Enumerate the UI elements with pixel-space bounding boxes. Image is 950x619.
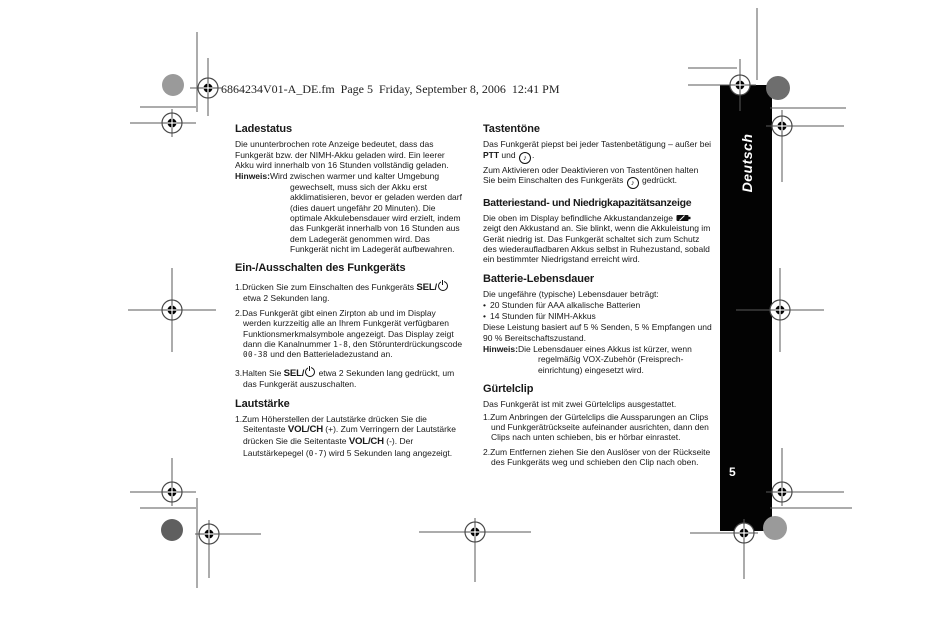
power-icon: [438, 281, 448, 291]
paragraph-text: und: [499, 149, 518, 160]
bullet-item: • 20 Stunden für AAA alkalische Batterien: [483, 300, 712, 310]
list-item-text: ) wird 5 Sekunden lang angezeigt.: [323, 447, 453, 458]
paragraph: [483, 213, 712, 265]
list-item: [235, 281, 464, 304]
list-item-text: (-). Der Lautstärkepegel (: [243, 436, 414, 458]
section-title: Gürtelclip: [483, 383, 534, 395]
paragraph: Das Funkgerät ist mit zwei Gürtelclips ausgestattet.: [483, 399, 677, 410]
call-tone-icon: ♪: [519, 152, 531, 164]
section-title: Ein-/Ausschalten des Funkgeräts: [235, 262, 406, 275]
note-paragraph: [483, 344, 712, 375]
list-item-text: 2.Das Funkgerät gibt einen Zirpton ab und im Display werden kurzzeitig alle an Ihrem Funkgerät verfügbaren Funktionsmerkmalsymbole angezeigt. Das Display zeigt dann die Kanalnummer: [235, 307, 454, 349]
call-tone-icon: ♪: [627, 177, 639, 189]
section-tastentoene: [483, 123, 712, 189]
note-label: Hinweis:: [235, 171, 270, 182]
note-paragraph: [235, 171, 464, 254]
battery-icon: [676, 214, 691, 222]
list-item: 2.Zum Entfernen ziehen Sie den Auslöser von der Rückseite des Funkgeräts weg und schieben den Clip nach oben.: [483, 446, 711, 468]
list-item: [235, 367, 464, 390]
section-batteriestand: [483, 197, 712, 265]
paragraph: Diese Leistung basiert auf 5 % Senden, 5 % Empfangen und 90 % Bereitschaftszustand.: [483, 322, 712, 343]
list-item-text: und den Batterieladezustand an.: [267, 349, 393, 360]
list-item: [235, 414, 464, 458]
paragraph: Die ununterbrochen rote Anzeige bedeutet, dass das Funkgerät bzw. der NIMH-Akku geladen wird. Ein leerer Akku wird innerhalb von 16 Stunden vollständig geladen.: [235, 139, 449, 171]
section-title: Batterie-Lebensdauer: [483, 272, 595, 285]
list-item: [235, 308, 464, 360]
list-item-text: 3.Halten Sie: [235, 367, 284, 378]
lcd-channel-number: 1-8: [333, 339, 349, 349]
right-column: [483, 123, 712, 472]
vol-ch-key-label: VOL/CH: [287, 424, 323, 436]
paragraph: [483, 139, 712, 163]
section-ein-ausschalten: [235, 262, 464, 389]
section-lautstaerke: [235, 398, 464, 459]
section-title: Ladestatus: [235, 123, 293, 135]
power-icon: [305, 367, 315, 377]
note-text: Wird zwischen warmer und kalter Umgebung gewechselt, muss sich der Akku erst akklimatisieren, bevor er geladen werden darf (dies dauert ungefähr 20 Minuten). Die optimale Akkulebensdauer wird erzielt, indem das Funkgerät innerhalb von 16 Stunden aus dem Ladegerät genommen wird. Das Funkgerät nicht im Ladegerät aufbewahren.: [269, 171, 462, 254]
section-ladestatus: [235, 123, 464, 254]
list-item-text: 1.Drücken Sie zum Einschalten des Funkgeräts: [235, 281, 417, 292]
print-header: 6864234V01-A_DE.fm Page 5 Friday, September 8, 2006 12:41 PM: [221, 82, 560, 96]
section-batterie-lebensdauer: [483, 273, 712, 375]
bullet-list: [483, 300, 712, 321]
print-dot: [161, 519, 183, 541]
paragraph-text: Die oben im Display befindliche Akkustandanzeige: [483, 212, 676, 223]
paragraph: Die ungefähre (typische) Lebensdauer beträgt:: [483, 289, 659, 300]
lcd-code-number: 00-38: [243, 350, 268, 360]
list-item-text: etwa 2 Sekunden lang.: [243, 293, 330, 304]
list-item: 1.Zum Anbringen der Gürtelclips die Aussparungen an Clips und Funkgerätrückseite aufeinander ausrichten, dann den Clips nach unten schieben, bis er hörbar einrastet.: [483, 411, 709, 443]
section-title: Batteriestand- und Niedrigkapazitätsanzeige: [483, 197, 692, 210]
note-label: Hinweis:: [483, 343, 518, 354]
paragraph-text: Zum Aktivieren oder Deaktivieren von Tastentönen halten Sie beim Einschalten des Funkgeräts: [483, 164, 699, 186]
list-item-text: etwa 2 Sekunden lang gedrückt, um das Funkgerät auszuschalten.: [243, 367, 455, 390]
sel-key-label: SEL/: [416, 281, 437, 293]
lcd-volume-level: 0-7: [308, 448, 324, 458]
print-dot: [162, 74, 184, 96]
section-title: Lautstärke: [235, 397, 290, 410]
vol-ch-key-label: VOL/CH: [348, 436, 384, 448]
list-item-text: (+). Zum Verringern der Lautstärke drücken Sie die Seitentaste: [243, 424, 456, 447]
paragraph-text: gedrückt.: [639, 175, 678, 186]
language-label: Deutsch: [739, 133, 755, 193]
section-guertelclip: [483, 383, 712, 468]
sel-key-label: SEL/: [283, 367, 305, 379]
paragraph-text: .: [531, 149, 535, 160]
page-number: 5: [729, 465, 736, 479]
left-column: [235, 123, 464, 462]
list-item-text: , den Störunterdrückungscode: [348, 338, 463, 349]
section-title: Tastentöne: [483, 123, 540, 135]
language-tab: [720, 85, 772, 531]
paragraph: [483, 165, 712, 189]
paragraph-text: Das Funkgerät piepst bei jeder Tastenbetätigung – außer bei: [483, 139, 712, 150]
ptt-key-label: PTT: [483, 149, 500, 160]
list-item-text: 1.Zum Höherstellen der Lautstärke drücken Sie die Seitentaste: [235, 414, 427, 435]
note-text: Die Lebensdauer eines Akkus ist kürzer, wenn regelmäßig VOX-Zubehör (Freisprecheinrichtung) eingesetzt wird.: [517, 343, 692, 375]
bullet-item: • 14 Stunden für NIMH-Akkus: [483, 311, 712, 321]
paragraph-text: zeigt den Akkustand an. Sie blinkt, wenn die Akkuleistung im Gerät niedrig ist. Das Funkgerät schaltet sich zum Schutz des wiederaufladbaren Akkus selbst in Ruhezustand, sobald ein bestimmter Niedrigstand erreicht wird.: [483, 223, 711, 265]
